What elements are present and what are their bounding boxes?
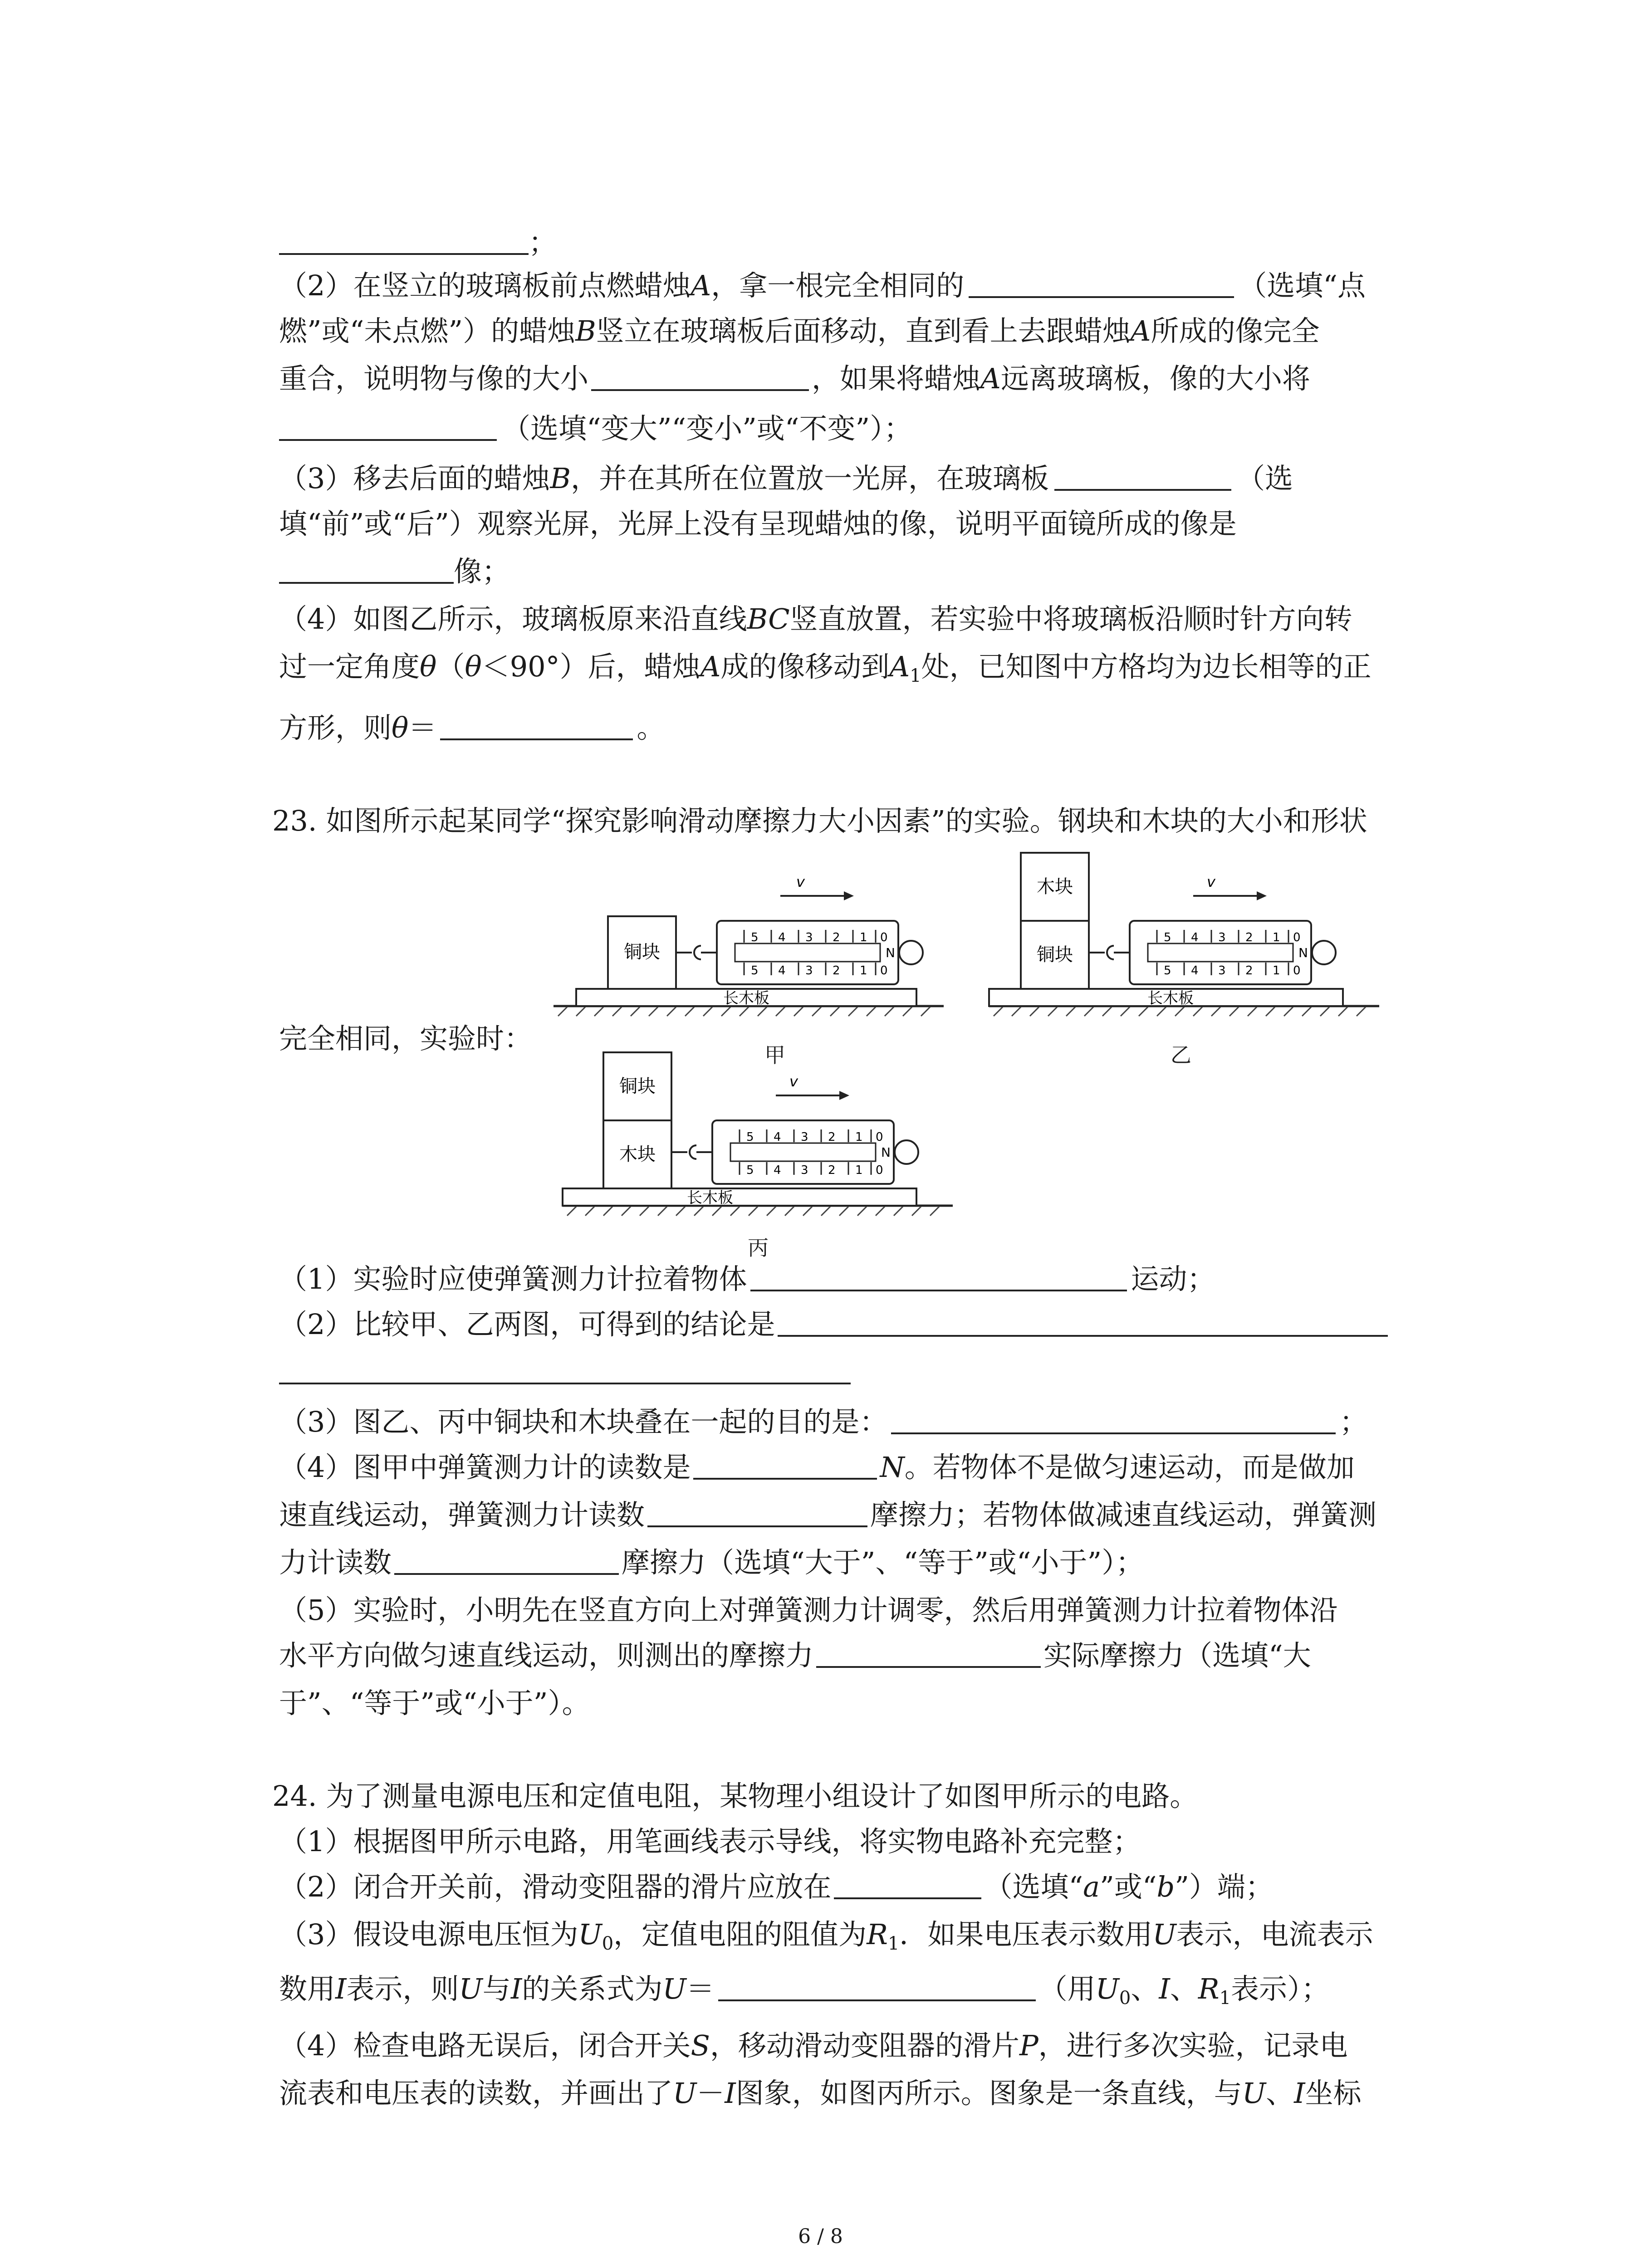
wood-block-label: 木块 bbox=[619, 1144, 656, 1165]
velocity-label: v bbox=[1207, 873, 1215, 890]
apparatus-bing bbox=[563, 1052, 953, 1216]
page-number: 6 / 8 bbox=[798, 2225, 843, 2248]
scale-digit: 4 bbox=[778, 931, 786, 944]
scale-digit: 0 bbox=[1293, 931, 1301, 944]
scale-unit: N bbox=[1298, 945, 1308, 960]
q23-sub-2: （2）比较甲、乙两图，可得到的结论是 bbox=[279, 1306, 1388, 1343]
q22-line-4: （选填“变大”“变小”或“不变”）； bbox=[279, 411, 912, 447]
wood-block-label: 木块 bbox=[1037, 876, 1073, 897]
q23-sub-3: （3）图乙、丙中铜块和木块叠在一起的目的是： ； bbox=[279, 1405, 1368, 1438]
blank[interactable] bbox=[279, 412, 497, 441]
friction-figure-bing bbox=[554, 1043, 962, 1234]
blank[interactable] bbox=[591, 362, 809, 391]
scale-digit: 4 bbox=[774, 1130, 781, 1144]
blank[interactable] bbox=[718, 1972, 1036, 2001]
board-label: 长木板 bbox=[687, 1189, 733, 1207]
scale-digit: 2 bbox=[828, 1130, 836, 1144]
blank[interactable] bbox=[778, 1308, 1388, 1337]
scale-digit: 2 bbox=[828, 1163, 836, 1177]
blank[interactable] bbox=[693, 1451, 877, 1480]
scale-digit: 0 bbox=[880, 931, 888, 944]
q24-sub-3b: 数用I表示，则U与I的关系式为U＝ （用$U_0$、I、$R_1$表示）； bbox=[279, 1972, 1330, 2009]
q24-sub-3: （3）假设电源电压恒为$U_0$，定值电阻的阻值为$R_1$．如果电压表示数用U表示，电流表示 bbox=[279, 1918, 1373, 1954]
fig-caption-bing: 丙 bbox=[748, 1236, 769, 1260]
q22-line-2: 燃”或“未点燃”）的蜡烛B竖立在玻璃板后面移动，直到看上去跟蜡烛A所成的像完全 bbox=[279, 314, 1320, 347]
arrow-right-icon bbox=[1257, 891, 1267, 900]
q24-sub-4b: 流表和电压表的读数，并画出了U－I图象，如图丙所示。图象是一条直线，与U、I坐标 bbox=[279, 2077, 1362, 2110]
blank[interactable] bbox=[1054, 462, 1231, 491]
friction-figure-jia bbox=[544, 853, 953, 1043]
blank[interactable] bbox=[394, 1546, 619, 1575]
scale-digit: 2 bbox=[833, 964, 840, 978]
q23-sub-4: （4）图甲中弹簧测力计的读数是 N。若物体不是做匀速运动，而是做加 bbox=[279, 1451, 1355, 1484]
blank[interactable] bbox=[891, 1405, 1336, 1434]
q22-line-7: 像； bbox=[279, 553, 510, 590]
q22-line-10: 方形，则θ＝ 。 bbox=[279, 711, 665, 744]
friction-figure-yi bbox=[980, 844, 1388, 1043]
blank[interactable] bbox=[834, 1870, 981, 1899]
scale-digit: 1 bbox=[860, 964, 867, 978]
fig-caption-yi: 乙 bbox=[1171, 1043, 1191, 1067]
velocity-label: v bbox=[789, 1073, 798, 1090]
q23-sub-5c: 于”、“等于”或“小于”）。 bbox=[279, 1686, 590, 1720]
scale-digit: 2 bbox=[1245, 931, 1253, 944]
q22-line-0: ； bbox=[279, 225, 557, 261]
blank[interactable] bbox=[816, 1639, 1041, 1668]
q22-line-6: 填“前”或“后”）观察光屏，光屏上没有呈现蜡烛的像，说明平面镜所成的像是 bbox=[279, 507, 1237, 540]
copper-block-label: 铜块 bbox=[619, 1076, 656, 1097]
scale-digit: 1 bbox=[855, 1163, 863, 1177]
scale-digit: 2 bbox=[1245, 964, 1253, 978]
q22-line-1: （2）在竖立的玻璃板前点燃蜡烛A，拿一根完全相同的 （选填“点 bbox=[279, 269, 1366, 302]
q24-sub-1: （1）根据图甲所示电路，用笔画线表示导线，将实物电路补充完整； bbox=[279, 1825, 1141, 1858]
blank[interactable] bbox=[750, 1262, 1127, 1291]
q23-sub-5: （5）实验时，小明先在竖直方向上对弹簧测力计调零，然后用弹簧测力计拉着物体沿 bbox=[279, 1593, 1338, 1627]
scale-digit: 5 bbox=[751, 964, 759, 978]
scale-digit: 3 bbox=[805, 964, 813, 978]
scale-digit: 5 bbox=[1164, 931, 1171, 944]
scale-digit: 3 bbox=[1218, 931, 1226, 944]
scale-digit: 1 bbox=[1273, 964, 1280, 978]
q23-stem-2: 完全相同，实验时： bbox=[279, 1022, 533, 1055]
q23-sub-2b bbox=[279, 1354, 851, 1390]
scale-digit: 4 bbox=[774, 1163, 781, 1177]
scale-digit: 0 bbox=[876, 1130, 883, 1144]
ring-icon bbox=[1312, 941, 1336, 964]
scale-digit: 1 bbox=[860, 931, 867, 944]
blank[interactable] bbox=[279, 1355, 851, 1384]
scale-digit: 4 bbox=[778, 964, 786, 978]
blank[interactable] bbox=[647, 1498, 867, 1527]
scale-digit: 0 bbox=[880, 964, 888, 978]
scale-digit: 3 bbox=[801, 1130, 808, 1144]
q23-sub-4c: 力计读数 摩擦力（选填“大于”、“等于”或“小于”）； bbox=[279, 1546, 1144, 1579]
scale-digit: 5 bbox=[746, 1163, 754, 1177]
q24-sub-4: （4）检查电路无误后，闭合开关S，移动滑动变阻器的滑片P，进行多次实验，记录电 bbox=[279, 2029, 1348, 2062]
scale-unit: N bbox=[886, 945, 895, 960]
scale-digit: 1 bbox=[855, 1130, 863, 1144]
q23-sub-4b: 速直线运动，弹簧测力计读数 摩擦力；若物体做减速直线运动，弹簧测 bbox=[279, 1498, 1377, 1531]
scale-unit: N bbox=[881, 1145, 891, 1160]
blank[interactable] bbox=[279, 555, 454, 584]
q24-stem: 24. 为了测量电源电压和定值电阻，某物理小组设计了如图甲所示的电路。 bbox=[272, 1779, 1198, 1813]
q22-line-3: 重合，说明物与像的大小 ，如果将蜡烛A远离玻璃板，像的大小将 bbox=[279, 362, 1310, 395]
copper-block-label: 铜块 bbox=[624, 942, 660, 963]
q23-sub-5b: 水平方向做匀速直线运动，则测出的摩擦力 实际摩擦力（选填“大 bbox=[279, 1639, 1311, 1672]
board-label: 长木板 bbox=[1147, 989, 1194, 1007]
scale-digit: 0 bbox=[876, 1163, 883, 1177]
q22-line-8: （4）如图乙所示，玻璃板原来沿直线BC竖直放置，若实验中将玻璃板沿顺时针方向转 bbox=[279, 602, 1352, 635]
scale-digit: 5 bbox=[751, 931, 759, 944]
apparatus-jia bbox=[554, 873, 944, 1016]
fig-caption-jia: 甲 bbox=[764, 1043, 785, 1067]
blank[interactable] bbox=[279, 226, 529, 255]
q23-sub-1: （1）实验时应使弹簧测力计拉着物体 运动； bbox=[279, 1262, 1215, 1295]
blank[interactable] bbox=[969, 269, 1234, 298]
q22-line-9: 过一定角度θ（θ＜90°）后，蜡烛A成的像移动到$A_1$处，已知图中方格均为边长相等的正 bbox=[279, 650, 1372, 686]
ring-icon bbox=[895, 1140, 918, 1164]
arrow-right-icon bbox=[839, 1091, 849, 1100]
scale-digit: 1 bbox=[1273, 931, 1280, 944]
blank[interactable] bbox=[440, 711, 633, 740]
scale-digit: 3 bbox=[801, 1163, 808, 1177]
q22-line-5: （3）移去后面的蜡烛B，并在其所在位置放一光屏，在玻璃板 （选 bbox=[279, 462, 1293, 495]
board-label: 长木板 bbox=[723, 989, 769, 1007]
scale-digit: 4 bbox=[1191, 931, 1199, 944]
scale-digit: 5 bbox=[746, 1130, 754, 1144]
ring-icon bbox=[899, 941, 923, 964]
q23-stem: 23. 如图所示起某同学“探究影响滑动摩擦力大小因素”的实验。钢块和木块的大小和形状 bbox=[272, 804, 1367, 837]
velocity-label: v bbox=[796, 873, 805, 890]
scale-digit: 5 bbox=[1164, 964, 1171, 978]
apparatus-yi bbox=[989, 853, 1379, 1016]
scale-digit: 3 bbox=[805, 931, 813, 944]
copper-block-label: 铜块 bbox=[1037, 944, 1073, 965]
scale-digit: 0 bbox=[1293, 964, 1301, 978]
arrow-right-icon bbox=[844, 891, 854, 900]
scale-digit: 2 bbox=[833, 931, 840, 944]
scale-digit: 3 bbox=[1218, 964, 1226, 978]
scale-digit: 4 bbox=[1191, 964, 1199, 978]
q24-sub-2: （2）闭合开关前，滑动变阻器的滑片应放在 （选填“a”或“b”）端； bbox=[279, 1870, 1274, 1903]
